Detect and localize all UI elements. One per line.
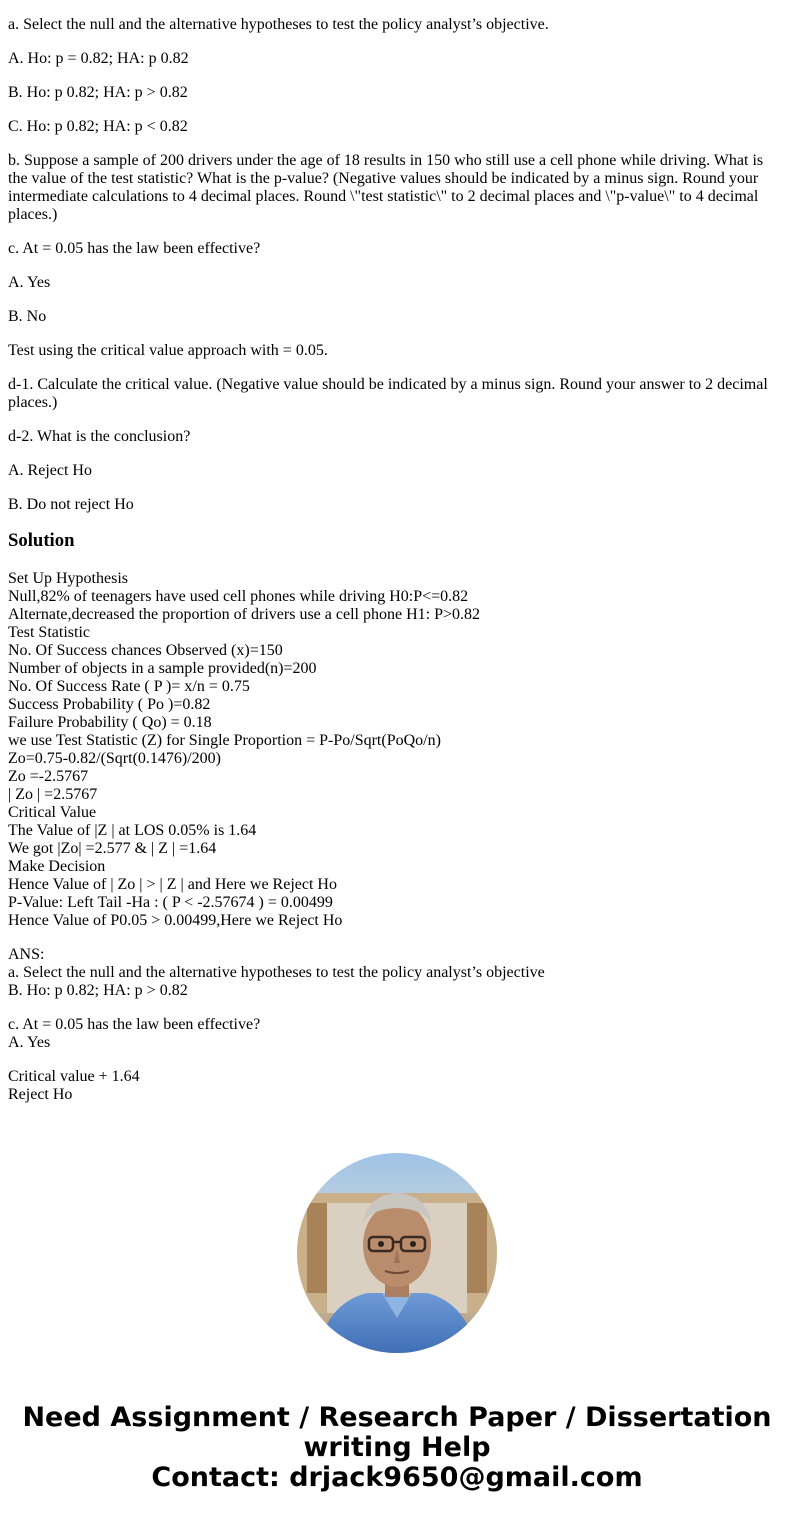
option-c-B: B. No (8, 308, 47, 325)
solution-line: Hence Value of P0.05 > 0.00499,Here we Reject Ho (8, 912, 343, 929)
portrait-image (297, 1153, 497, 1353)
answer-a-block (8, 946, 786, 1000)
ans-c-answer: A. Yes (8, 1034, 51, 1051)
question-d2: d-2. What is the conclusion? (8, 428, 191, 445)
conclusion: Reject Ho (8, 1086, 73, 1103)
solution-line: Number of objects in a sample provided(n)=200 (8, 660, 317, 677)
solution-line: we use Test Statistic (Z) for Single Proportion = P-Po/Sqrt(PoQo/n) (8, 732, 441, 749)
solution-line: Failure Probability ( Qo) = 0.18 (8, 714, 212, 731)
solution-line: P-Value: Left Tail -Ha : ( P < -2.57674 ) = 0.00499 (8, 894, 333, 911)
footer-line-1: Need Assignment / Research Paper / Dissertation (22, 1402, 772, 1433)
solution-line: Make Decision (8, 858, 106, 875)
ans-c-question: c. At = 0.05 has the law been effective? (8, 1016, 261, 1033)
option-a-C: C. Ho: p 0.82; HA: p < 0.82 (8, 118, 188, 135)
ans-label: ANS: (8, 946, 45, 963)
solution-steps (8, 570, 786, 930)
solution-line: Set Up Hypothesis (8, 570, 128, 587)
solution-line: Zo =-2.5767 (8, 768, 89, 785)
solution-line: Null,82% of teenagers have used cell phones while driving H0:P<=0.82 (8, 588, 469, 605)
solution-line: No. Of Success chances Observed (x)=150 (8, 642, 283, 659)
answer-d-block (8, 1068, 786, 1104)
option-a-B: B. Ho: p 0.82; HA: p > 0.82 (8, 84, 188, 101)
question-d1: d-1. Calculate the critical value. (Negative value should be indicated by a minus sign. Round your answer to 2 decimal places.) (8, 376, 768, 411)
solution-line: No. Of Success Rate ( P )= x/n = 0.75 (8, 678, 250, 695)
solution-line: The Value of |Z | at LOS 0.05% is 1.64 (8, 822, 257, 839)
solution-line: Critical Value (8, 804, 97, 821)
document-body (8, 16, 786, 1120)
footer-line-2: writing Help (303, 1432, 491, 1463)
option-c-A: A. Yes (8, 274, 51, 291)
footer-ad (0, 1403, 794, 1493)
option-d2-B: B. Do not reject Ho (8, 496, 134, 513)
critical-value: Critical value + 1.64 (8, 1068, 140, 1085)
question-a: a. Select the null and the alternative hypotheses to test the policy analyst’s objective. (8, 16, 549, 33)
solution-line: Zo=0.75-0.82/(Sqrt(0.1476)/200) (8, 750, 221, 767)
solution-line: Success Probability ( Po )=0.82 (8, 696, 211, 713)
option-d2-A: A. Reject Ho (8, 462, 92, 479)
solution-heading: Solution (8, 530, 75, 551)
answer-c-block (8, 1016, 786, 1052)
ans-a-question: a. Select the null and the alternative hypotheses to test the policy analyst’s objective (8, 964, 545, 981)
footer-contact: Contact: drjack9650@gmail.com (151, 1462, 643, 1493)
solution-line: Hence Value of | Zo | > | Z | and Here we Reject Ho (8, 876, 337, 893)
question-b: b. Suppose a sample of 200 drivers under the age of 18 results in 150 who still use a cell phone while driving. What is the value of the test statistic? What is the p-value? (Negative values should be indicated by a minus sign. Round your intermediate calculations to 4 decimal places. Round \"test statistic\" to 2 decimal places and \"p-value\" to 4 decimal places.) (8, 152, 764, 223)
author-photo (297, 1153, 497, 1353)
critical-intro: Test using the critical value approach with = 0.05. (8, 342, 328, 359)
solution-line: Test Statistic (8, 624, 90, 641)
ans-a-answer: B. Ho: p 0.82; HA: p > 0.82 (8, 982, 188, 999)
solution-line: Alternate,decreased the proportion of drivers use a cell phone H1: P>0.82 (8, 606, 480, 623)
solution-line: We got |Zo| =2.577 & | Z | =1.64 (8, 840, 217, 857)
solution-line: | Zo | =2.5767 (8, 786, 98, 803)
question-c: c. At = 0.05 has the law been effective? (8, 240, 261, 257)
option-a-A: A. Ho: p = 0.82; HA: p 0.82 (8, 50, 189, 67)
